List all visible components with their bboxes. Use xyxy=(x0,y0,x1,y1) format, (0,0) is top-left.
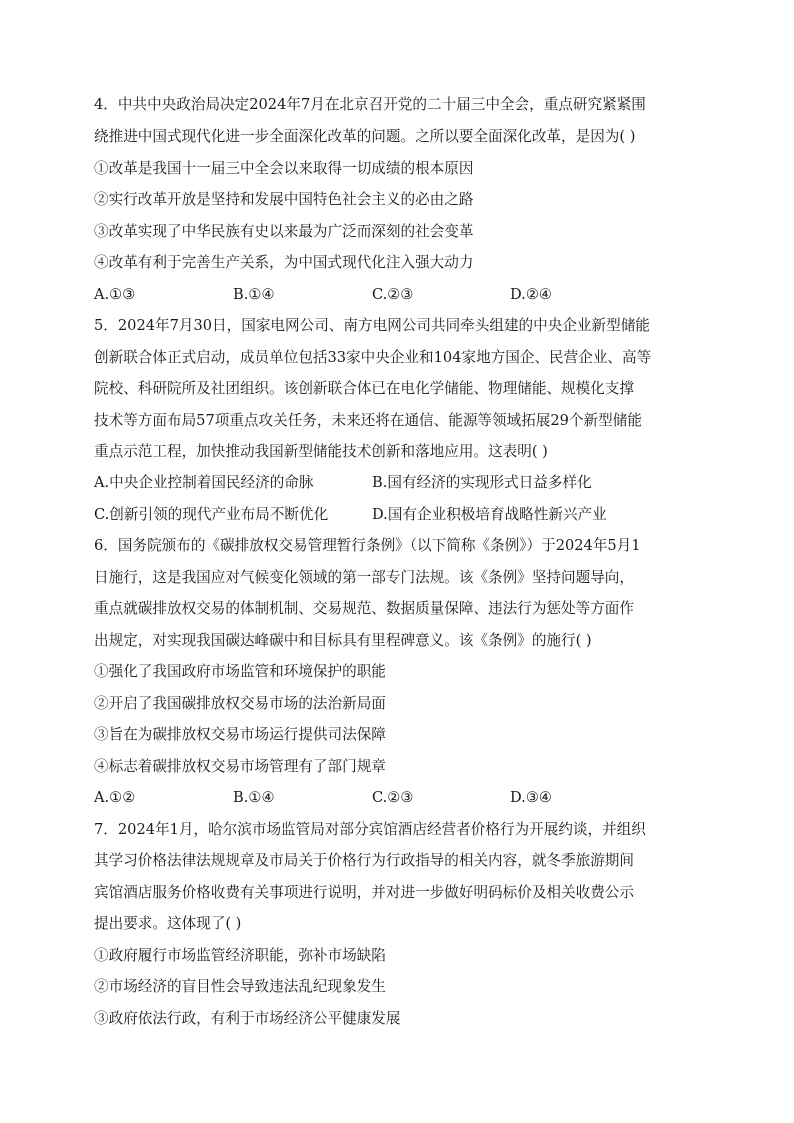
q6-stem-line-3: 重点就碳排放权交易的体制机制、交易规范、数据质量保障、违法行为惩处等方面作 xyxy=(94,600,634,617)
q4-option-d[interactable]: D.②④ xyxy=(510,286,552,303)
q7-stem-line-2: 其学习价格法律法规规章及市局关于价格行为行政指导的相关内容，就冬季旅游期间 xyxy=(94,852,634,869)
q6-statement-3: ③旨在为碳排放权交易市场运行提供司法保障 xyxy=(94,726,386,743)
q6-stem-line-2: 日施行，这是我国应对气候变化领域的第一部专门法规。该《条例》坚持问题导向， xyxy=(94,569,634,586)
q6-statement-4: ④标志着碳排放权交易市场管理有了部门规章 xyxy=(94,758,386,775)
q6-statement-2: ②开启了我国碳排放权交易市场的法治新局面 xyxy=(94,695,386,712)
q4-statement-4: ④改革有利于完善生产关系，为中国式现代化注入强大动力 xyxy=(94,254,474,271)
q5-option-c[interactable]: C.创新引领的现代产业布局不断优化 xyxy=(94,506,329,523)
q4-stem-line-1: 4．中共中央政治局决定2024年7月在北京召开党的二十届三中全会，重点研究紧紧围 xyxy=(94,96,646,113)
q5-stem-line-5: 重点示范工程，加快推动我国新型储能技术创新和落地应用。这表明( ) xyxy=(94,443,548,460)
q6-stem-line-4: 出规定，对实现我国碳达峰碳中和目标具有里程碑意义。该《条例》的施行( ) xyxy=(94,632,592,649)
q5-option-b[interactable]: B.国有经济的实现形式日益多样化 xyxy=(372,474,592,491)
q7-stem-line-4: 提出要求。这体现了( ) xyxy=(94,915,242,932)
q7-statement-1: ①政府履行市场监管经济职能，弥补市场缺陷 xyxy=(94,947,386,964)
q6-option-a[interactable]: A.①② xyxy=(94,789,136,806)
q5-stem-line-2: 创新联合体正式启动，成员单位包括33家中央企业和104家地方国企、民营企业、高等 xyxy=(94,349,652,366)
q4-statement-1: ①改革是我国十一届三中全会以来取得一切成绩的根本原因 xyxy=(94,160,474,177)
q6-stem-line-1: 6．国务院颁布的《碳排放权交易管理暂行条例》（以下简称《条例》）于2024年5月1 xyxy=(94,537,641,554)
q5-options-row-2 xyxy=(94,505,714,525)
q7-stem-line-3: 宾馆酒店服务价格收费有关事项进行说明，并对进一步做好明码标价及相关收费公示 xyxy=(94,884,634,901)
q5-stem-line-4: 技术等方面布局57项重点攻关任务，未来还将在通信、能源等领域拓展29个新型储能 xyxy=(94,412,642,429)
q6-options xyxy=(94,788,714,808)
q5-stem-line-1: 5．2024年7月30日，国家电网公司、南方电网公司共同牵头组建的中央企业新型储能 xyxy=(94,317,650,334)
q5-option-a[interactable]: A.中央企业控制着国民经济的命脉 xyxy=(94,474,314,491)
q4-statement-2: ②实行改革开放是坚持和发展中国特色社会主义的必由之路 xyxy=(94,191,474,208)
q5-stem-line-3: 院校、科研院所及社团组织。该创新联合体已在电化学储能、物理储能、规模化支撑 xyxy=(94,380,634,397)
q5-option-d[interactable]: D.国有企业积极培育战略性新兴产业 xyxy=(372,506,607,523)
q4-options xyxy=(94,285,714,305)
q6-option-d[interactable]: D.③④ xyxy=(510,789,552,806)
q4-option-b[interactable]: B.①④ xyxy=(233,286,275,303)
q7-stem-line-1: 7．2024年1月，哈尔滨市场监管局对部分宾馆酒店经营者价格行为开展约谈，并组织 xyxy=(94,821,646,838)
q4-option-c[interactable]: C.②③ xyxy=(372,286,414,303)
q4-stem-line-2: 绕推进中国式现代化进一步全面深化改革的问题。之所以要全面深化改革，是因为( ) xyxy=(94,128,636,145)
q7-statement-3: ③政府依法行政，有利于市场经济公平健康发展 xyxy=(94,1010,401,1027)
q6-statement-1: ①强化了我国政府市场监管和环境保护的职能 xyxy=(94,663,386,680)
q6-option-b[interactable]: B.①④ xyxy=(233,789,275,806)
q4-statement-3: ③改革实现了中华民族有史以来最为广泛而深刻的社会变革 xyxy=(94,223,474,240)
q5-options-row-1 xyxy=(94,473,714,493)
q4-option-a[interactable]: A.①③ xyxy=(94,286,136,303)
q6-option-c[interactable]: C.②③ xyxy=(372,789,414,806)
q7-statement-2: ②市场经济的盲目性会导致违法乱纪现象发生 xyxy=(94,978,386,995)
